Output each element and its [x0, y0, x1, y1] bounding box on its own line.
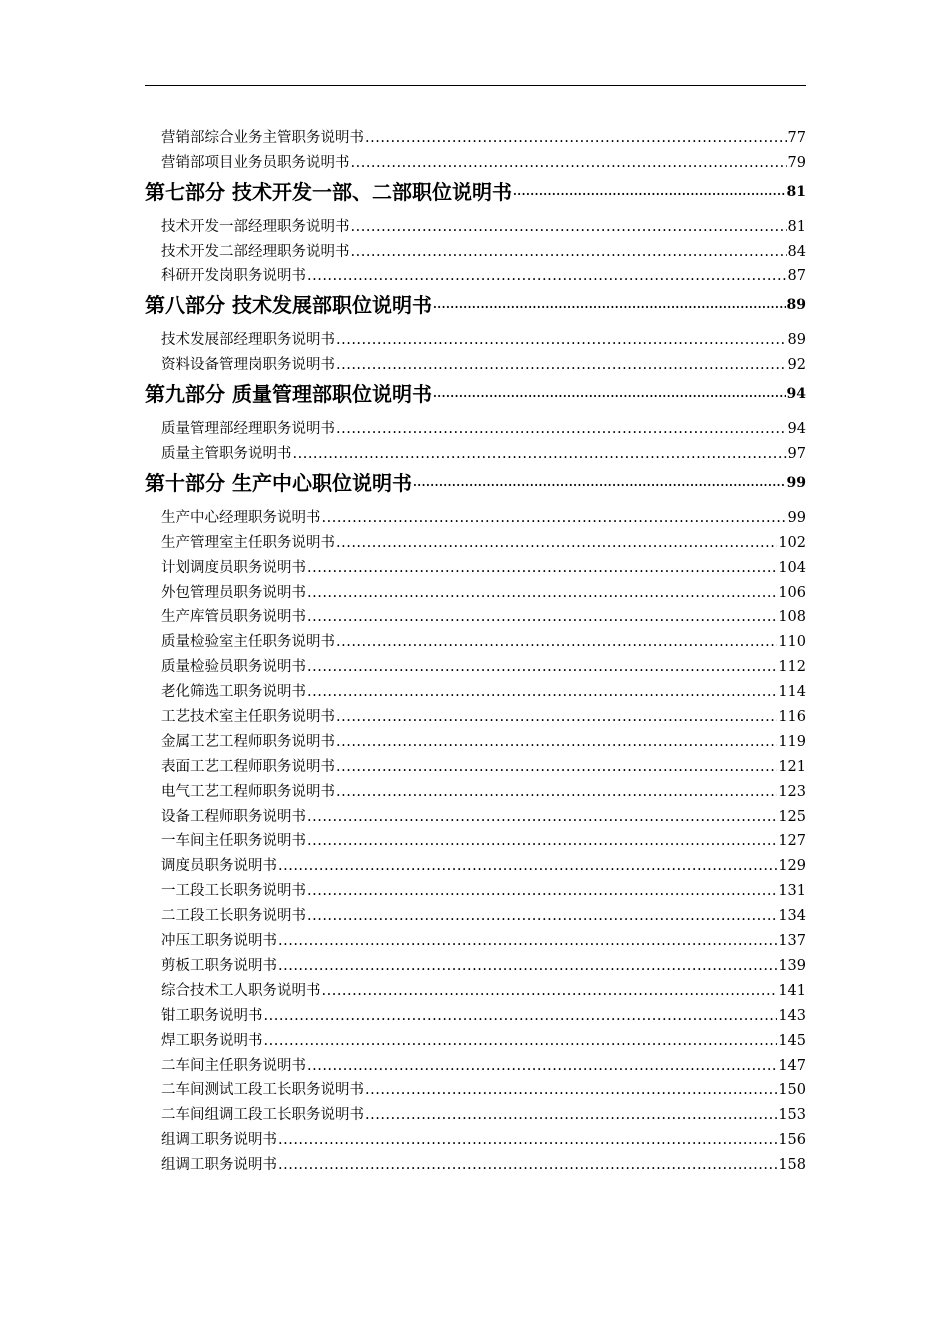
dot-leader: [278, 1154, 777, 1176]
toc-entry-title: 技术开发二部经理职务说明书: [161, 243, 350, 260]
toc-entry[interactable]: [145, 927, 806, 952]
dot-leader: [336, 354, 787, 376]
toc-entry-title: 质量管理部经理职务说明书: [161, 421, 335, 438]
toc-entry[interactable]: [145, 149, 806, 174]
toc-page-number: 77: [787, 129, 806, 146]
toc-page-number: 121: [778, 758, 806, 775]
dot-leader: [322, 507, 787, 529]
toc-entry-title: 营销部项目业务员职务说明书: [161, 154, 350, 171]
toc-entry-title: 质量检验员职务说明书: [161, 659, 306, 676]
toc-entry[interactable]: [145, 1002, 806, 1027]
dot-leader: [433, 293, 786, 317]
toc-page-number: 131: [778, 883, 806, 900]
dot-leader: [336, 418, 787, 440]
toc-entry-title: 二车间组调工段工长职务说明书: [161, 1107, 364, 1124]
toc-page-number: 79: [787, 154, 806, 171]
toc-page-number: 156: [778, 1132, 806, 1149]
toc-entry[interactable]: [145, 213, 806, 238]
toc-entry[interactable]: [145, 326, 806, 351]
toc-entry[interactable]: [145, 902, 806, 927]
toc-entry[interactable]: [145, 877, 806, 902]
toc-entry-title: 生产中心经理职务说明书: [161, 509, 321, 526]
toc-entry[interactable]: [145, 678, 806, 703]
toc-entry[interactable]: [145, 852, 806, 877]
toc-entry[interactable]: [145, 952, 806, 977]
toc-entry[interactable]: [145, 803, 806, 828]
dot-leader: [336, 756, 777, 778]
toc-entry[interactable]: [145, 1151, 806, 1176]
toc-page-number: 97: [787, 446, 806, 463]
toc-page-number: 99: [786, 475, 806, 492]
dot-leader: [293, 443, 787, 465]
toc-part-heading[interactable]: [145, 471, 806, 495]
dot-leader: [307, 606, 777, 628]
toc-entry-title: 金属工艺工程师职务说明书: [161, 733, 335, 750]
header-rule: [145, 85, 806, 86]
toc-entry-title: 剪板工职务说明书: [161, 957, 277, 974]
dot-leader: [278, 1129, 777, 1151]
toc-entry-title: 第九部分 质量管理部职位说明书: [145, 382, 432, 407]
toc-page-number: 114: [778, 684, 806, 701]
toc-entry-title: 组调工职务说明书: [161, 1157, 277, 1174]
toc-page-number: 87: [787, 268, 806, 285]
toc-entry-title: 钳工职务说明书: [161, 1007, 263, 1024]
toc-entry[interactable]: [145, 1052, 806, 1077]
toc-entry[interactable]: [145, 238, 806, 263]
toc-page-number: 129: [778, 858, 806, 875]
dot-leader: [336, 329, 787, 351]
toc-page-number: 84: [787, 243, 806, 260]
toc-page-number: 92: [787, 357, 806, 374]
toc-page-number: 153: [778, 1107, 806, 1124]
dot-leader: [307, 1055, 777, 1077]
dot-leader: [322, 980, 778, 1002]
toc-entry[interactable]: [145, 529, 806, 554]
toc-page-number: 123: [778, 783, 806, 800]
toc-entry[interactable]: [145, 778, 806, 803]
toc-page-number: 127: [778, 833, 806, 850]
dot-leader: [307, 656, 777, 678]
toc-page-number: 150: [778, 1082, 806, 1099]
dot-leader: [336, 532, 777, 554]
dot-leader: [336, 706, 777, 728]
dot-leader: [307, 830, 777, 852]
dot-leader: [307, 582, 777, 604]
toc-entry-title: 电气工艺工程师职务说明书: [161, 783, 335, 800]
toc-entry-title: 综合技术工人职务说明书: [161, 982, 321, 999]
toc-entry-title: 老化筛选工职务说明书: [161, 684, 306, 701]
toc-page-number: 108: [778, 609, 806, 626]
toc-page-number: 94: [787, 421, 806, 438]
toc-page-number: 141: [778, 982, 806, 999]
toc-page-number: 104: [778, 559, 806, 576]
toc-page-number: 143: [778, 1007, 806, 1024]
dot-leader: [513, 180, 786, 204]
toc-entry[interactable]: [145, 440, 806, 465]
toc-entry[interactable]: [145, 554, 806, 579]
dot-leader: [336, 631, 777, 653]
toc-entry-title: 第八部分 技术发展部职位说明书: [145, 293, 432, 318]
toc-entry[interactable]: [145, 977, 806, 1002]
dot-leader: [351, 152, 787, 174]
toc-page-number: 145: [778, 1032, 806, 1049]
toc-part-heading[interactable]: [145, 180, 806, 204]
toc-page-number: 134: [778, 908, 806, 925]
toc-entry-title: 冲压工职务说明书: [161, 933, 277, 950]
toc-part-heading[interactable]: [145, 293, 806, 317]
toc-entry[interactable]: [145, 504, 806, 529]
toc-entry-title: 质量检验室主任职务说明书: [161, 634, 335, 651]
toc-entry-title: 技术开发一部经理职务说明书: [161, 218, 350, 235]
toc-entry[interactable]: [145, 728, 806, 753]
dot-leader: [307, 557, 777, 579]
toc-entry[interactable]: [145, 1077, 806, 1102]
toc-entry-title: 焊工职务说明书: [161, 1032, 263, 1049]
toc-entry[interactable]: [145, 753, 806, 778]
toc-entry[interactable]: [145, 124, 806, 149]
dot-leader: [433, 382, 786, 406]
table-of-contents: [145, 124, 806, 1176]
dot-leader: [336, 731, 777, 753]
toc-entry[interactable]: [145, 415, 806, 440]
toc-entry[interactable]: [145, 351, 806, 376]
dot-leader: [351, 241, 787, 263]
toc-entry[interactable]: [145, 703, 806, 728]
toc-entry-title: 一车间主任职务说明书: [161, 833, 306, 850]
toc-page-number: 81: [786, 183, 806, 200]
toc-entry-title: 调度员职务说明书: [161, 858, 277, 875]
dot-leader: [307, 806, 777, 828]
toc-page-number: 158: [778, 1157, 806, 1174]
toc-page-number: 89: [787, 332, 806, 349]
toc-entry[interactable]: [145, 1126, 806, 1151]
toc-entry-title: 资料设备管理岗职务说明书: [161, 357, 335, 374]
toc-entry-title: 科研开发岗职务说明书: [161, 268, 306, 285]
toc-entry[interactable]: [145, 579, 806, 604]
toc-entry-title: 表面工艺工程师职务说明书: [161, 758, 335, 775]
toc-entry-title: 二车间测试工段工长职务说明书: [161, 1082, 364, 1099]
toc-entry-title: 外包管理员职务说明书: [161, 584, 306, 601]
toc-page-number: 89: [786, 297, 806, 314]
dot-leader: [365, 1079, 777, 1101]
dot-leader: [413, 471, 786, 495]
toc-entry-title: 生产管理室主任职务说明书: [161, 534, 335, 551]
toc-entry-title: 计划调度员职务说明书: [161, 559, 306, 576]
toc-page-number: 147: [778, 1057, 806, 1074]
toc-page-number: 102: [778, 534, 806, 551]
toc-entry-title: 技术发展部经理职务说明书: [161, 332, 335, 349]
dot-leader: [278, 930, 777, 952]
dot-leader: [264, 1005, 778, 1027]
toc-entry-title: 质量主管职务说明书: [161, 446, 292, 463]
toc-entry[interactable]: [145, 1101, 806, 1126]
toc-page-number: 110: [778, 634, 806, 651]
dot-leader: [365, 127, 787, 149]
toc-entry-title: 营销部综合业务主管职务说明书: [161, 129, 364, 146]
toc-page-number: 139: [778, 957, 806, 974]
dot-leader: [264, 1030, 778, 1052]
dot-leader: [365, 1104, 777, 1126]
dot-leader: [307, 681, 777, 703]
toc-entry-title: 设备工程师职务说明书: [161, 808, 306, 825]
toc-page-number: 112: [778, 659, 806, 676]
toc-entry-title: 第七部分 技术开发一部、二部职位说明书: [145, 179, 512, 204]
toc-entry[interactable]: [145, 653, 806, 678]
toc-part-heading[interactable]: [145, 382, 806, 406]
toc-entry-title: 二工段工长职务说明书: [161, 908, 306, 925]
toc-page-number: 119: [778, 733, 806, 750]
toc-entry[interactable]: [145, 828, 806, 853]
toc-entry-title: 工艺技术室主任职务说明书: [161, 709, 335, 726]
toc-entry-title: 一工段工长职务说明书: [161, 883, 306, 900]
dot-leader: [278, 855, 777, 877]
toc-entry[interactable]: [145, 628, 806, 653]
toc-page-number: 99: [787, 509, 806, 526]
toc-page-number: 94: [786, 386, 806, 403]
toc-entry-title: 组调工职务说明书: [161, 1132, 277, 1149]
toc-entry[interactable]: [145, 604, 806, 629]
toc-page-number: 116: [778, 709, 806, 726]
toc-entry-title: 生产库管员职务说明书: [161, 609, 306, 626]
dot-leader: [336, 781, 777, 803]
dot-leader: [307, 905, 777, 927]
toc-entry-title: 第十部分 生产中心职位说明书: [145, 471, 412, 496]
toc-entry[interactable]: [145, 263, 806, 288]
dot-leader: [351, 216, 787, 238]
toc-page-number: 137: [778, 933, 806, 950]
toc-entry[interactable]: [145, 1027, 806, 1052]
toc-entry-title: 二车间主任职务说明书: [161, 1057, 306, 1074]
toc-page-number: 81: [787, 218, 806, 235]
dot-leader: [307, 880, 777, 902]
toc-page-number: 125: [778, 808, 806, 825]
dot-leader: [307, 265, 787, 287]
dot-leader: [278, 955, 777, 977]
toc-page-number: 106: [778, 584, 806, 601]
